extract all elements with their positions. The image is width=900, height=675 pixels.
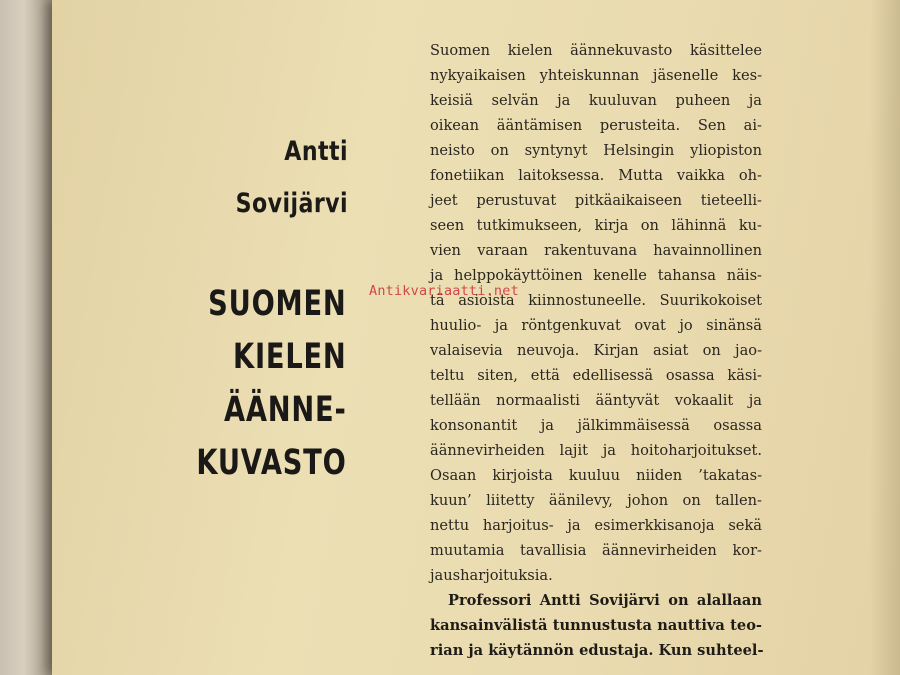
text-line: seen tutkimukseen, kirja on lähinnä ku- [430,217,762,234]
text-line: vien varaan rakentuvana havainnollinen [430,242,762,259]
author-last-name: Sovijärvi [235,188,348,219]
title-line: KUVASTO [196,443,347,483]
text-line: tä asioista kiinnostuneelle. Suurikokoiset [430,292,762,309]
text-line: nykyaikaisen yhteiskunnan jäsenelle kes- [430,67,762,84]
text-line: Suomen kielen äännekuvasto käsittelee [430,42,762,59]
text-line: neisto on syntynyt Helsingin yliopiston [430,142,762,159]
text-line: konsonantit ja jälkimmäisessä osassa [430,417,762,434]
text-line: teltu siten, että edellisessä osassa käsi- [430,367,762,384]
text-line: Professori Antti Sovijärvi on alallaan [448,592,762,609]
text-line: kansainvälistä tunnustusta nauttiva teo- [430,617,762,634]
text-line: äännevirheiden lajit ja hoitoharjoitukset. [430,442,762,459]
text-line: ja helppokäyttöinen kenelle tahansa näis- [430,267,762,284]
author-first-name: Antti [284,136,348,167]
text-line: nettu harjoitus- ja esimerkkisanoja sekä [430,517,762,534]
book-edge [0,0,60,675]
text-line: kuun’ liitetty äänilevy, johon on tallen- [430,492,762,509]
text-line: keisiä selvän ja kuuluvan puheen ja [430,92,762,109]
description-paragraph [430,38,762,588]
author-name [236,126,348,230]
watermark-text: Antikvariaatti.net [369,283,519,299]
book-title [197,278,347,490]
text-line: muutamia tavallisia äännevirheiden kor- [430,542,762,559]
text-line: jausharjoituksia. [430,567,553,584]
text-line: fonetiikan laitoksessa. Mutta vaikka oh- [430,167,762,184]
text-line: rian ja käytännön edustaja. Kun suhteel- [430,642,764,659]
title-line: KIELEN [233,337,347,377]
text-line: jeet perustuvat pitkäaikaiseen tieteelli- [430,192,762,209]
description-text [430,38,762,663]
text-line: valaisevia neuvoja. Kirjan asiat on jao- [430,342,762,359]
text-line: oikean ääntämisen perusteita. Sen ai- [430,117,762,134]
title-line: SUOMEN [208,284,347,324]
text-line: tellään normaalisti ääntyvät vokaalit ja [430,392,762,409]
text-line: Osaan kirjoista kuuluu niiden ’takatas- [430,467,762,484]
title-line: ÄÄNNE- [224,390,347,430]
text-line: huulio- ja röntgenkuvat ovat jo sinänsä [430,317,762,334]
bio-paragraph [430,588,762,663]
